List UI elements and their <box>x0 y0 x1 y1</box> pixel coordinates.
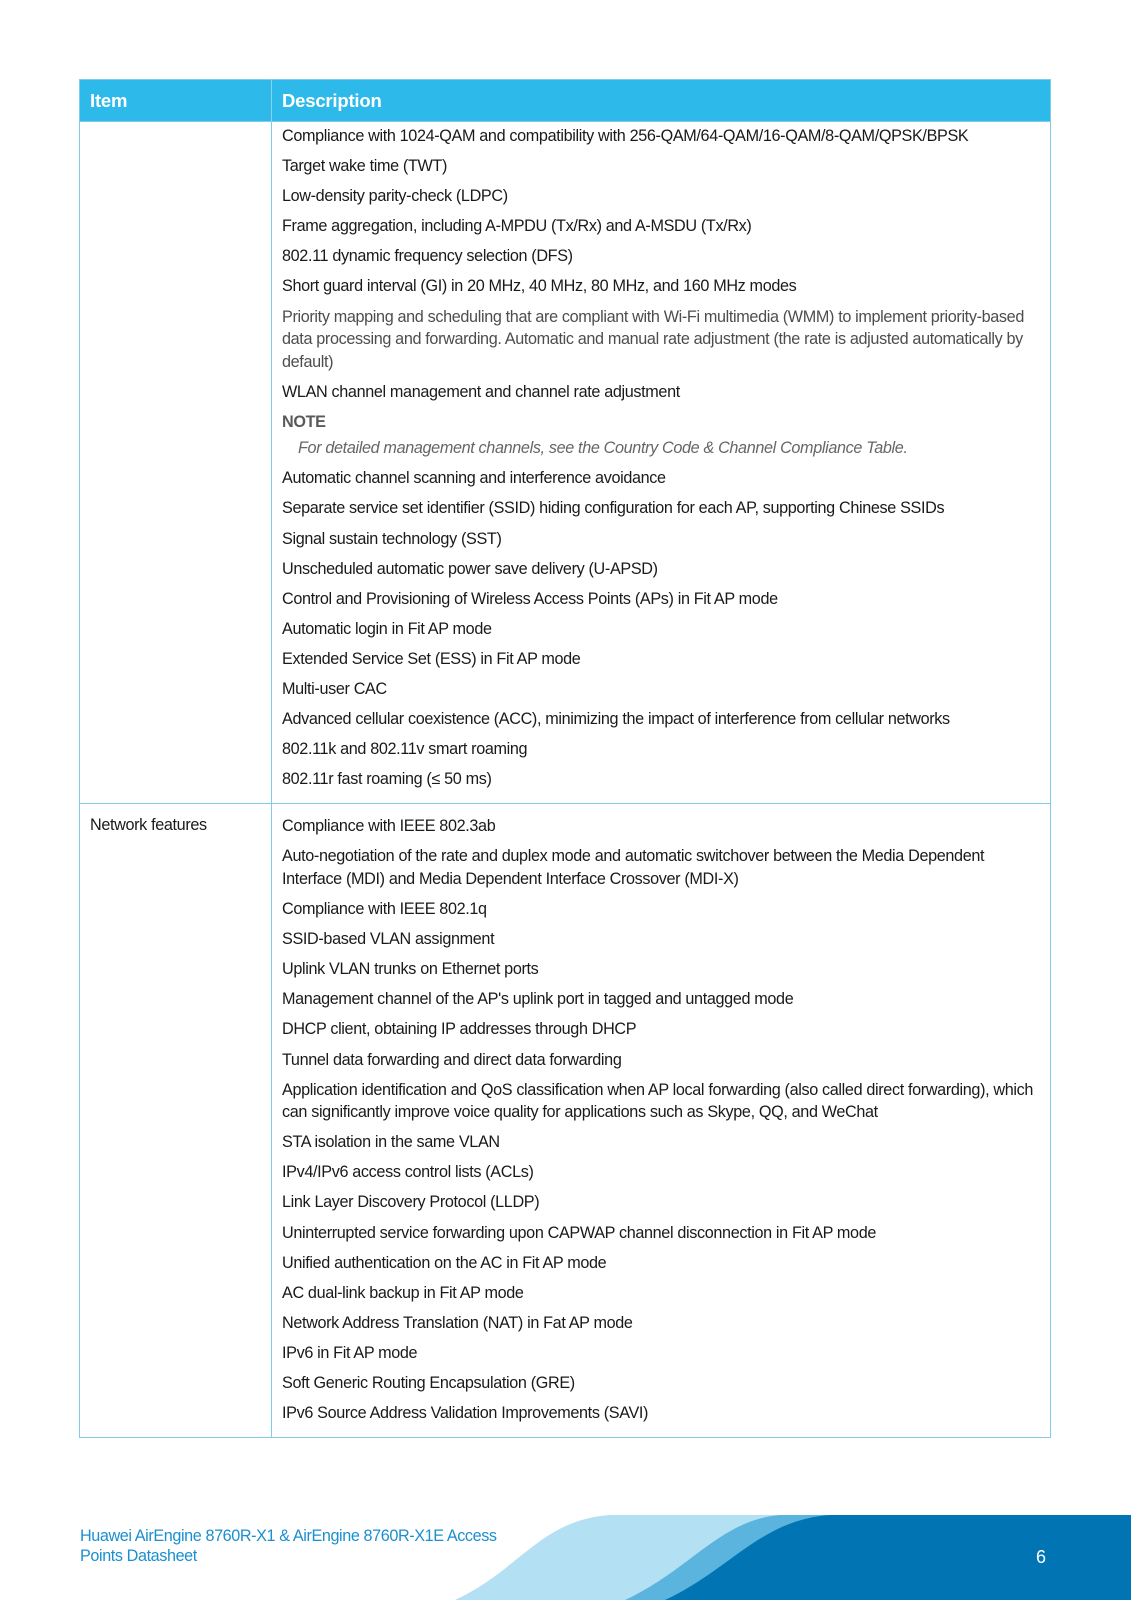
description-line: Uplink VLAN trunks on Ethernet ports <box>282 960 539 979</box>
description-line: IPv6 Source Address Validation Improvements (SAVI) <box>282 1404 649 1423</box>
description-line: Compliance with 1024-QAM and compatibility with 256-QAM/64-QAM/16-QAM/8-QAM/QPSK/BPSK <box>282 127 969 145</box>
item-cell: Network features <box>80 804 272 1438</box>
table-row <box>80 804 1051 1438</box>
footer-title-line: Huawei AirEngine 8760R-X1 & AirEngine 8760R-X1E Access <box>80 1527 497 1545</box>
description-line: SSID-based VLAN assignment <box>282 930 495 949</box>
description-line: 802.11r fast roaming (≤ 50 ms) <box>282 770 492 789</box>
description-line: Short guard interval (GI) in 20 MHz, 40 MHz, 80 MHz, and 160 MHz modes <box>282 277 797 296</box>
description-line: Tunnel data forwarding and direct data forwarding <box>282 1050 622 1069</box>
description-cell <box>272 804 1051 1438</box>
description-cell <box>272 122 1051 804</box>
description-line: Target wake time (TWT) <box>282 157 447 176</box>
description-line: Application identification and QoS classification when AP local forwarding (also called direct forwarding), which can significantly improve voice quality for applications such as Skype, QQ, and WeChat <box>282 1080 1034 1122</box>
description-line: Compliance with IEEE 802.1q <box>282 900 487 919</box>
spec-table <box>79 79 1051 1438</box>
description-line: Unified authentication on the AC in Fit AP mode <box>282 1253 607 1272</box>
description-line: Uninterrupted service forwarding upon CAPWAP channel disconnection in Fit AP mode <box>282 1223 877 1242</box>
description-line: Separate service set identifier (SSID) hiding configuration for each AP, supporting Chinese SSIDs <box>282 499 945 518</box>
description-line: Soft Generic Routing Encapsulation (GRE) <box>282 1373 575 1392</box>
description-line: STA isolation in the same VLAN <box>282 1133 500 1152</box>
column-header-description: Description <box>272 80 1051 122</box>
description-line: Unscheduled automatic power save delivery (U-APSD) <box>282 559 658 578</box>
description-line: Automatic login in Fit AP mode <box>282 619 492 638</box>
table-header-row <box>80 80 1051 122</box>
description-line: DHCP client, obtaining IP addresses through DHCP <box>282 1020 637 1039</box>
description-line: IPv6 in Fit AP mode <box>282 1343 418 1362</box>
footer-document-title <box>80 1526 497 1566</box>
column-header-item: Item <box>80 80 272 122</box>
item-cell <box>80 122 272 804</box>
footer-title-line: Points Datasheet <box>80 1547 197 1565</box>
description-line: Signal sustain technology (SST) <box>282 529 502 548</box>
description-line: Management channel of the AP's uplink port in tagged and untagged mode <box>282 990 794 1009</box>
description-line: WLAN channel management and channel rate adjustment <box>282 382 680 401</box>
description-line: Advanced cellular coexistence (ACC), minimizing the impact of interference from cellular networks <box>282 710 950 729</box>
note-label: NOTE <box>282 412 326 431</box>
description-line: Extended Service Set (ESS) in Fit AP mode <box>282 649 581 668</box>
description-line: 802.11k and 802.11v smart roaming <box>282 740 528 759</box>
description-line: Priority mapping and scheduling that are compliant with Wi-Fi multimedia (WMM) to implement priority-based data processing and forwarding. Automatic and manual rate adjustment (the rate is adjusted automatically by default) <box>282 307 1024 371</box>
description-line: AC dual-link backup in Fit AP mode <box>282 1283 524 1302</box>
description-line: Low-density parity-check (LDPC) <box>282 187 508 206</box>
table-row <box>80 122 1051 804</box>
description-line: Control and Provisioning of Wireless Access Points (APs) in Fit AP mode <box>282 589 778 608</box>
description-line: IPv4/IPv6 access control lists (ACLs) <box>282 1163 534 1182</box>
note-text: For detailed management channels, see the Country Code & Channel Compliance Table. <box>298 439 908 458</box>
description-line: Network Address Translation (NAT) in Fat AP mode <box>282 1313 633 1332</box>
description-line: Multi-user CAC <box>282 680 387 698</box>
description-line: Frame aggregation, including A-MPDU (Tx/Rx) and A-MSDU (Tx/Rx) <box>282 217 752 236</box>
description-line: Auto-negotiation of the rate and duplex mode and automatic switchover between the Media Dependent Interface (MDI) and Media Dependent Interface Crossover (MDI-X) <box>282 847 985 888</box>
description-line: 802.11 dynamic frequency selection (DFS) <box>282 247 573 266</box>
page-number: 6 <box>1036 1547 1047 1567</box>
description-line: Link Layer Discovery Protocol (LLDP) <box>282 1193 540 1212</box>
description-line: Automatic channel scanning and interference avoidance <box>282 469 666 488</box>
description-line: Compliance with IEEE 802.3ab <box>282 817 496 836</box>
